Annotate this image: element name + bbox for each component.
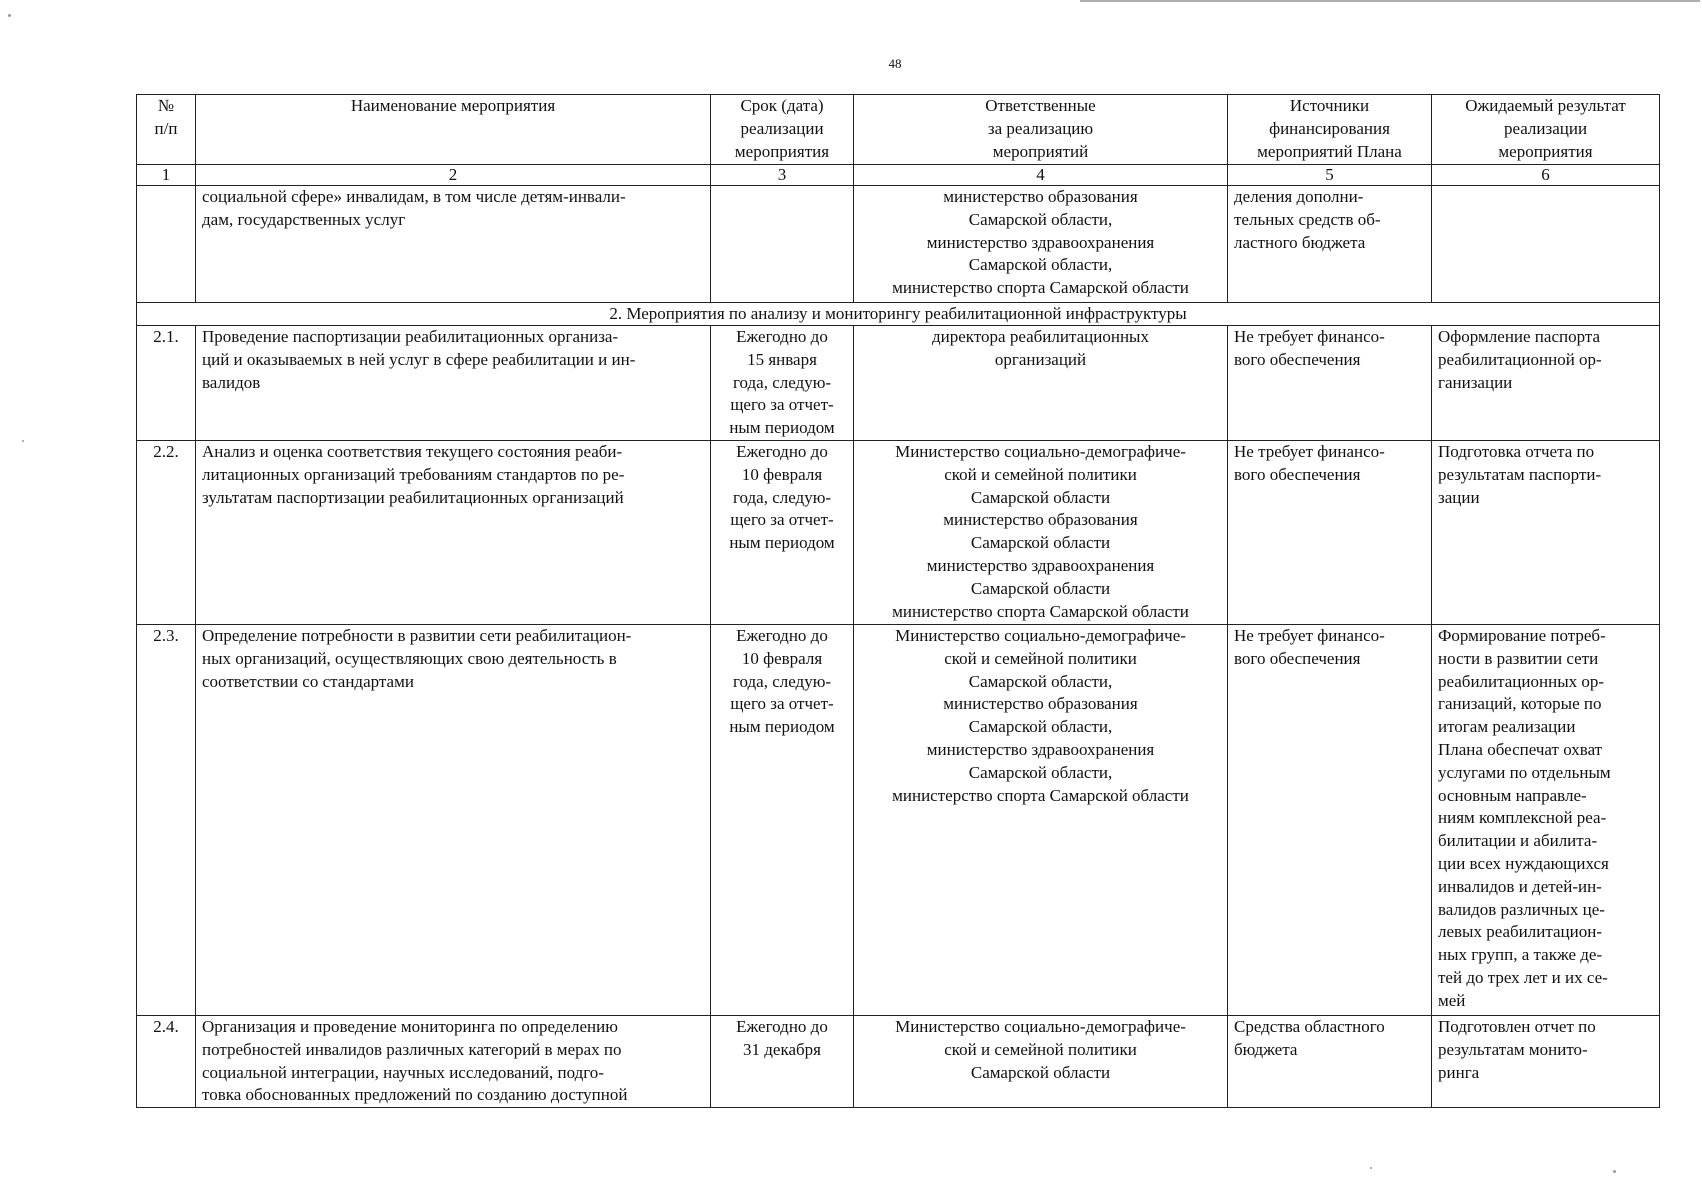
row-result-text: Формирование потреб- ности в развитии сети реабилитационных ор- ганизаций, которые по итогам реализации Плана обеспечат охват услугами по отдельным основным направле- ниям комплексной реа- билитации и абилита- ции всех нуждающихся инвалидов и детей-ин- валидов различных це- левых реабилитацион- ных групп, а также де- тей до трех лет и их се- мей [1438, 626, 1611, 1010]
header-result [1432, 95, 1660, 165]
row-name-text: Определение потребности в развитии сети реабилитацион- ных организаций, осуществляющих свою деятельность в соответствии со стандартами [202, 626, 632, 691]
row-number-text: 2.3. [153, 626, 179, 645]
header-sources-text: Источники финансирования мероприятий Плана [1257, 96, 1402, 161]
row-sources [1228, 326, 1432, 441]
scan-speck [1370, 1167, 1372, 1169]
row-term [711, 1016, 854, 1108]
column-number: 5 [1228, 165, 1432, 186]
row-number [137, 326, 196, 441]
header-term-text: Срок (дата) реализации мероприятия [734, 96, 830, 161]
section-row [137, 303, 1660, 326]
row-sources-text: деления дополни- тельных средств об- ластного бюджета [1234, 187, 1381, 252]
row-number-text: 2.1. [153, 327, 179, 346]
header-no-text: № п/п [154, 96, 178, 138]
column-number: 6 [1432, 165, 1660, 186]
row-result-text: Подготовка отчета по результатам паспорти- зации [1438, 442, 1602, 507]
row-name-text: Анализ и оценка соответствия текущего состояния реаби- литационных организаций требованиям стандартов по ре- зультатам паспортизации реабилитационных организаций [202, 442, 625, 507]
row-number [137, 441, 196, 625]
row-result [1432, 625, 1660, 1016]
section-title: 2. Мероприятия по анализу и мониторингу реабилитационной инфраструктуры [137, 303, 1660, 326]
row-responsible [854, 441, 1228, 625]
header-responsible-text: Ответственные за реализацию мероприятий [985, 96, 1096, 161]
row-result-text: Оформление паспорта реабилитационной ор- ганизации [1438, 327, 1602, 392]
table-row-continuation [137, 186, 1660, 303]
row-result [1432, 326, 1660, 441]
scan-top-edge [1080, 0, 1700, 2]
row-responsible [854, 186, 1228, 303]
row-responsible-text: Министерство социально-демографиче- ской и семейной политики Самарской области министерство образования Самарской области министерство здравоохранения Самарской области министерство спорта Самарской области [892, 442, 1189, 621]
row-sources [1228, 1016, 1432, 1108]
row-name-text: социальной сфере» инвалидам, в том числе детям-инвали- дам, государственных услуг [202, 187, 626, 229]
row-sources-text: Не требует финансо- вого обеспечения [1234, 442, 1385, 484]
table-row [137, 441, 1660, 625]
row-sources [1228, 441, 1432, 625]
column-number-row [137, 165, 1660, 186]
header-name-text: Наименование мероприятия [350, 96, 556, 115]
row-name [196, 1016, 711, 1108]
row-responsible [854, 625, 1228, 1016]
row-term [711, 625, 854, 1016]
row-result [1432, 441, 1660, 625]
row-name [196, 326, 711, 441]
row-sources-text: Не требует финансо- вого обеспечения [1234, 626, 1385, 668]
row-number [137, 625, 196, 1016]
row-name [196, 441, 711, 625]
header-no [137, 95, 196, 165]
row-sources-text: Средства областного бюджета [1234, 1017, 1385, 1059]
page-number: 48 [888, 56, 902, 71]
header-result-text: Ожидаемый результат реализации мероприятия [1465, 96, 1626, 161]
row-sources [1228, 186, 1432, 303]
row-term [711, 326, 854, 441]
row-name [196, 186, 711, 303]
header-name [196, 95, 711, 165]
row-term-text: Ежегодно до 10 февраля года, следую- щего за отчет- ным периодом [729, 442, 835, 553]
row-number-text: 2.2. [153, 442, 179, 461]
header-responsible [854, 95, 1228, 165]
scan-speck [22, 440, 24, 442]
column-number: 2 [196, 165, 711, 186]
column-number: 4 [854, 165, 1228, 186]
table-row [137, 625, 1660, 1016]
row-term [711, 441, 854, 625]
row-responsible-text: Министерство социально-демографиче- ской и семейной политики Самарской области, министерство образования Самарской области, министерство здравоохранения Самарской области, министерство спорта Самарской области [892, 626, 1189, 805]
row-sources-text: Не требует финансо- вого обеспечения [1234, 327, 1385, 369]
row-responsible [854, 326, 1228, 441]
scan-speck [8, 14, 11, 17]
column-number: 3 [711, 165, 854, 186]
row-result [1432, 186, 1660, 303]
row-responsible [854, 1016, 1228, 1108]
table-row [137, 326, 1660, 441]
row-responsible-text: директора реабилитационных организаций [932, 327, 1149, 369]
header-term [711, 95, 854, 165]
row-name-text: Проведение паспортизации реабилитационных организа- ций и оказываемых в ней услуг в сфере реабилитации и ин- валидов [202, 327, 636, 392]
table-row [137, 1016, 1660, 1108]
row-term [711, 186, 854, 303]
plan-table [136, 94, 1660, 1108]
row-responsible-text: Министерство социально-демографиче- ской и семейной политики Самарской области [895, 1017, 1186, 1082]
row-result [1432, 1016, 1660, 1108]
row-sources [1228, 625, 1432, 1016]
row-number [137, 1016, 196, 1108]
row-name-text: Организация и проведение мониторинга по определению потребностей инвалидов различных категорий в мерах по социальной интеграции, научных исследований, подго- товка обоснованных предложений по созданию доступной [202, 1017, 628, 1105]
row-responsible-text: министерство образования Самарской области, министерство здравоохранения Самарской области, министерство спорта Самарской области [892, 187, 1189, 298]
row-name [196, 625, 711, 1016]
row-result-text: Подготовлен отчет по результатам монито- ринга [1438, 1017, 1596, 1082]
header-row [137, 95, 1660, 165]
scan-speck [1613, 1170, 1616, 1173]
row-number-text: 2.4. [153, 1017, 179, 1036]
header-sources [1228, 95, 1432, 165]
column-number: 1 [137, 165, 196, 186]
row-number [137, 186, 196, 303]
row-term-text: Ежегодно до 15 января года, следую- щего за отчет- ным периодом [729, 327, 835, 438]
row-term-text: Ежегодно до 31 декабря [736, 1017, 828, 1059]
row-term-text: Ежегодно до 10 февраля года, следую- щего за отчет- ным периодом [729, 626, 835, 737]
